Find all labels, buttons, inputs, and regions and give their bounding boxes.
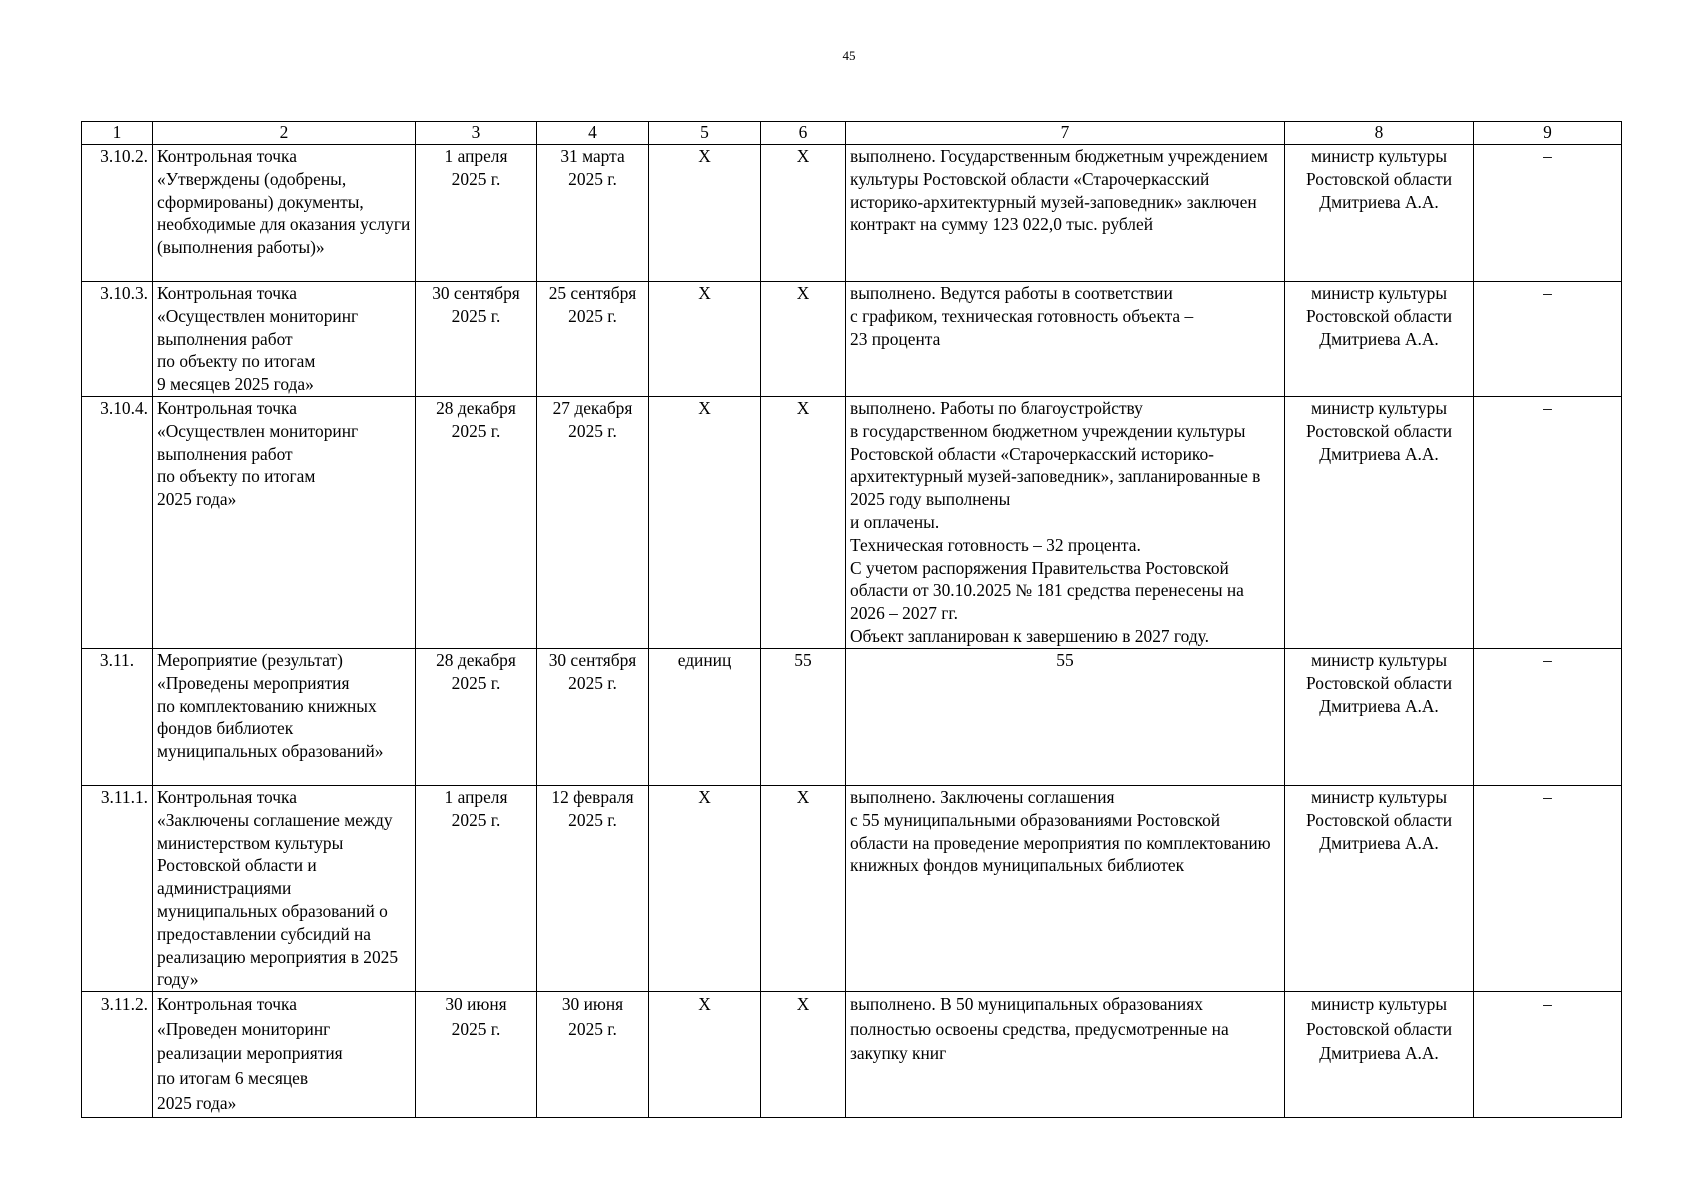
row-responsible: министр культуры Ростовской области Дмитриева А.А. [1285, 992, 1474, 1118]
row-name: Мероприятие (результат) «Проведены мероприятия по комплектованию книжных фондов библиотек муниципальных образований» [153, 649, 416, 786]
row-fact-date: 31 марта 2025 г. [537, 145, 649, 282]
row-number: 3.11. [82, 649, 153, 786]
row-responsible: министр культуры Ростовской области Дмитриева А.А. [1285, 649, 1474, 786]
table-row [82, 786, 1622, 992]
row-note: – [1474, 145, 1622, 282]
row-value: Х [761, 786, 846, 992]
header-cell-3: 3 [416, 122, 537, 145]
row-unit: Х [649, 786, 761, 992]
row-number: 3.11.2. [82, 992, 153, 1118]
row-note: – [1474, 397, 1622, 649]
row-name: Контрольная точка «Заключены соглашение между министерством культуры Ростовской области и администрациями муниципальных образований о предоставлении субсидий на реализацию мероприятия в 2025 году» [153, 786, 416, 992]
row-plan-date: 28 декабря 2025 г. [416, 649, 537, 786]
row-number: 3.10.4. [82, 397, 153, 649]
row-unit: Х [649, 992, 761, 1118]
header-cell-1: 1 [82, 122, 153, 145]
row-note: – [1474, 992, 1622, 1118]
row-name: Контрольная точка «Осуществлен мониторинг выполнения работ по объекту по итогам 2025 года» [153, 397, 416, 649]
row-fact-date: 25 сентября 2025 г. [537, 282, 649, 397]
header-cell-2: 2 [153, 122, 416, 145]
table-row [82, 992, 1622, 1118]
row-status: выполнено. В 50 муниципальных образованиях полностью освоены средства, предусмотренные на закупку книг [846, 992, 1285, 1118]
row-unit: Х [649, 397, 761, 649]
row-plan-date: 1 апреля 2025 г. [416, 786, 537, 992]
row-status: выполнено. Ведутся работы в соответствии с графиком, техническая готовность объекта – 23 процента [846, 282, 1285, 397]
row-fact-date: 12 февраля 2025 г. [537, 786, 649, 992]
table-row [82, 397, 1622, 649]
row-number: 3.10.2. [82, 145, 153, 282]
header-cell-8: 8 [1285, 122, 1474, 145]
row-status: 55 [846, 649, 1285, 786]
row-responsible: министр культуры Ростовской области Дмитриева А.А. [1285, 786, 1474, 992]
table-row [82, 649, 1622, 786]
row-unit: единиц [649, 649, 761, 786]
row-name: Контрольная точка «Утверждены (одобрены, сформированы) документы, необходимые для оказания услуги (выполнения работы)» [153, 145, 416, 282]
row-value: Х [761, 282, 846, 397]
row-number: 3.10.3. [82, 282, 153, 397]
header-cell-7: 7 [846, 122, 1285, 145]
row-responsible: министр культуры Ростовской области Дмитриева А.А. [1285, 397, 1474, 649]
table-row [82, 145, 1622, 282]
header-cell-5: 5 [649, 122, 761, 145]
row-plan-date: 30 июня 2025 г. [416, 992, 537, 1118]
header-cell-4: 4 [537, 122, 649, 145]
row-fact-date: 30 сентября 2025 г. [537, 649, 649, 786]
row-value: Х [761, 145, 846, 282]
row-name: Контрольная точка «Проведен мониторинг реализации мероприятия по итогам 6 месяцев 2025 года» [153, 992, 416, 1118]
page-number: 45 [842, 48, 856, 63]
row-responsible: министр культуры Ростовской области Дмитриева А.А. [1285, 145, 1474, 282]
row-value: Х [761, 992, 846, 1118]
row-unit: Х [649, 282, 761, 397]
row-note: – [1474, 282, 1622, 397]
row-fact-date: 30 июня 2025 г. [537, 992, 649, 1118]
row-unit: Х [649, 145, 761, 282]
row-plan-date: 1 апреля 2025 г. [416, 145, 537, 282]
row-responsible: министр культуры Ростовской области Дмитриева А.А. [1285, 282, 1474, 397]
header-cell-6: 6 [761, 122, 846, 145]
report-table [81, 121, 1622, 1118]
row-value: 55 [761, 649, 846, 786]
row-name: Контрольная точка «Осуществлен мониторинг выполнения работ по объекту по итогам 9 месяцев 2025 года» [153, 282, 416, 397]
row-status: выполнено. Государственным бюджетным учреждением культуры Ростовской области «Старочеркасский историко-архитектурный музей-заповедник» заключен контракт на сумму 123 022,0 тыс. рублей [846, 145, 1285, 282]
header-row [82, 122, 1622, 145]
row-status: выполнено. Заключены соглашения с 55 муниципальными образованиями Ростовской области на проведение мероприятия по комплектованию книжных фондов муниципальных библиотек [846, 786, 1285, 992]
row-plan-date: 30 сентября 2025 г. [416, 282, 537, 397]
row-note: – [1474, 786, 1622, 992]
row-status: выполнено. Работы по благоустройству в государственном бюджетном учреждении культуры Ростовской области «Старочеркасский историко-архитектурный музей-заповедник», запланированные в 2025 году выполнены и оплачены. Техническая готовность – 32 процента. С учетом распоряжения Правительства Ростовской области от 30.10.2025 № 181 средства перенесены на 2026 – 2027 гг. Объект запланирован к завершению в 2027 году. [846, 397, 1285, 649]
header-cell-9: 9 [1474, 122, 1622, 145]
row-value: Х [761, 397, 846, 649]
table-row [82, 282, 1622, 397]
row-fact-date: 27 декабря 2025 г. [537, 397, 649, 649]
row-note: – [1474, 649, 1622, 786]
row-number: 3.11.1. [82, 786, 153, 992]
row-plan-date: 28 декабря 2025 г. [416, 397, 537, 649]
